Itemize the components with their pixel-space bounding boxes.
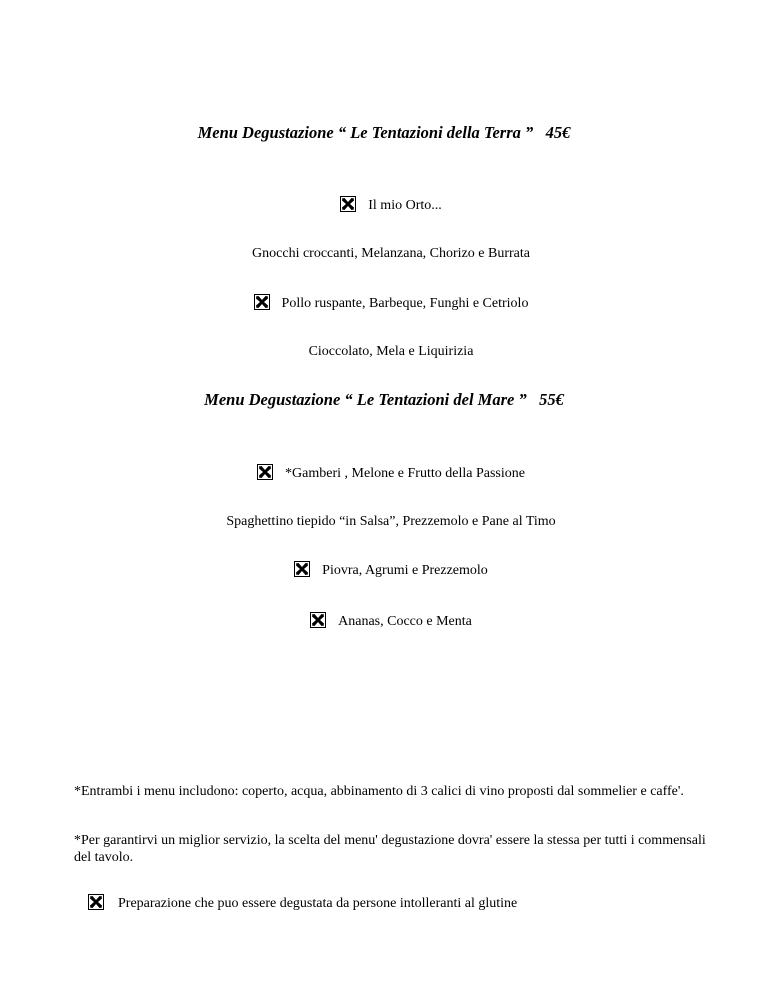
dish-item: [0, 325, 768, 379]
legend-text: Preparazione che puo essere degustata da persone intolleranti al glutine: [118, 896, 518, 911]
dish-text: *Gamberi , Melone e Frutto della Passione: [285, 466, 525, 481]
gluten-free-cross-icon: [294, 561, 310, 577]
menu-notes: [74, 783, 714, 800]
gluten-free-cross-icon: [310, 612, 326, 628]
dish-item: [0, 495, 768, 549]
dish-item: [0, 594, 768, 649]
menu-title-terra: Menu Degustazione “ Le Tentazioni della Terra ” 45€: [197, 123, 571, 142]
note-same-menu: *Per garantirvi un miglior servizio, la scelta del menu' degustazione dovra' essere la stessa per tutti i commensali del tavolo.: [74, 833, 706, 865]
dish-text: Il mio Orto...: [368, 198, 442, 213]
note-inclusions: *Entrambi i menu includono: coperto, acqua, abbinamento di 3 calici di vino proposti dal sommelier e caffe'.: [74, 784, 684, 799]
dish-text: Gnocchi croccanti, Melanzana, Chorizo e Burrata: [252, 246, 530, 261]
gluten-free-cross-icon: [257, 464, 273, 480]
dish-item: [0, 276, 768, 331]
dish-item: [0, 446, 768, 501]
dish-text: Pollo ruspante, Barbeque, Funghi e Cetriolo: [281, 296, 529, 311]
gluten-free-cross-icon: [254, 294, 270, 310]
dish-text: Ananas, Cocco e Menta: [338, 614, 472, 629]
dish-item: [0, 543, 768, 598]
dish-text: Cioccolato, Mela e Liquirizia: [308, 344, 474, 359]
dish-text: Piovra, Agrumi e Prezzemolo: [322, 563, 488, 578]
menu-title-mare: Menu Degustazione “ Le Tentazioni del Mare ” 55€: [204, 390, 564, 409]
gluten-free-cross-icon: [340, 196, 356, 212]
gluten-free-legend: [74, 876, 517, 931]
dish-item: [0, 227, 768, 281]
dish-item: [0, 178, 768, 233]
gluten-free-cross-icon: [88, 894, 104, 910]
menu-notes: [74, 832, 714, 866]
dish-text: Spaghettino tiepido “in Salsa”, Prezzemolo e Pane al Timo: [226, 514, 556, 529]
